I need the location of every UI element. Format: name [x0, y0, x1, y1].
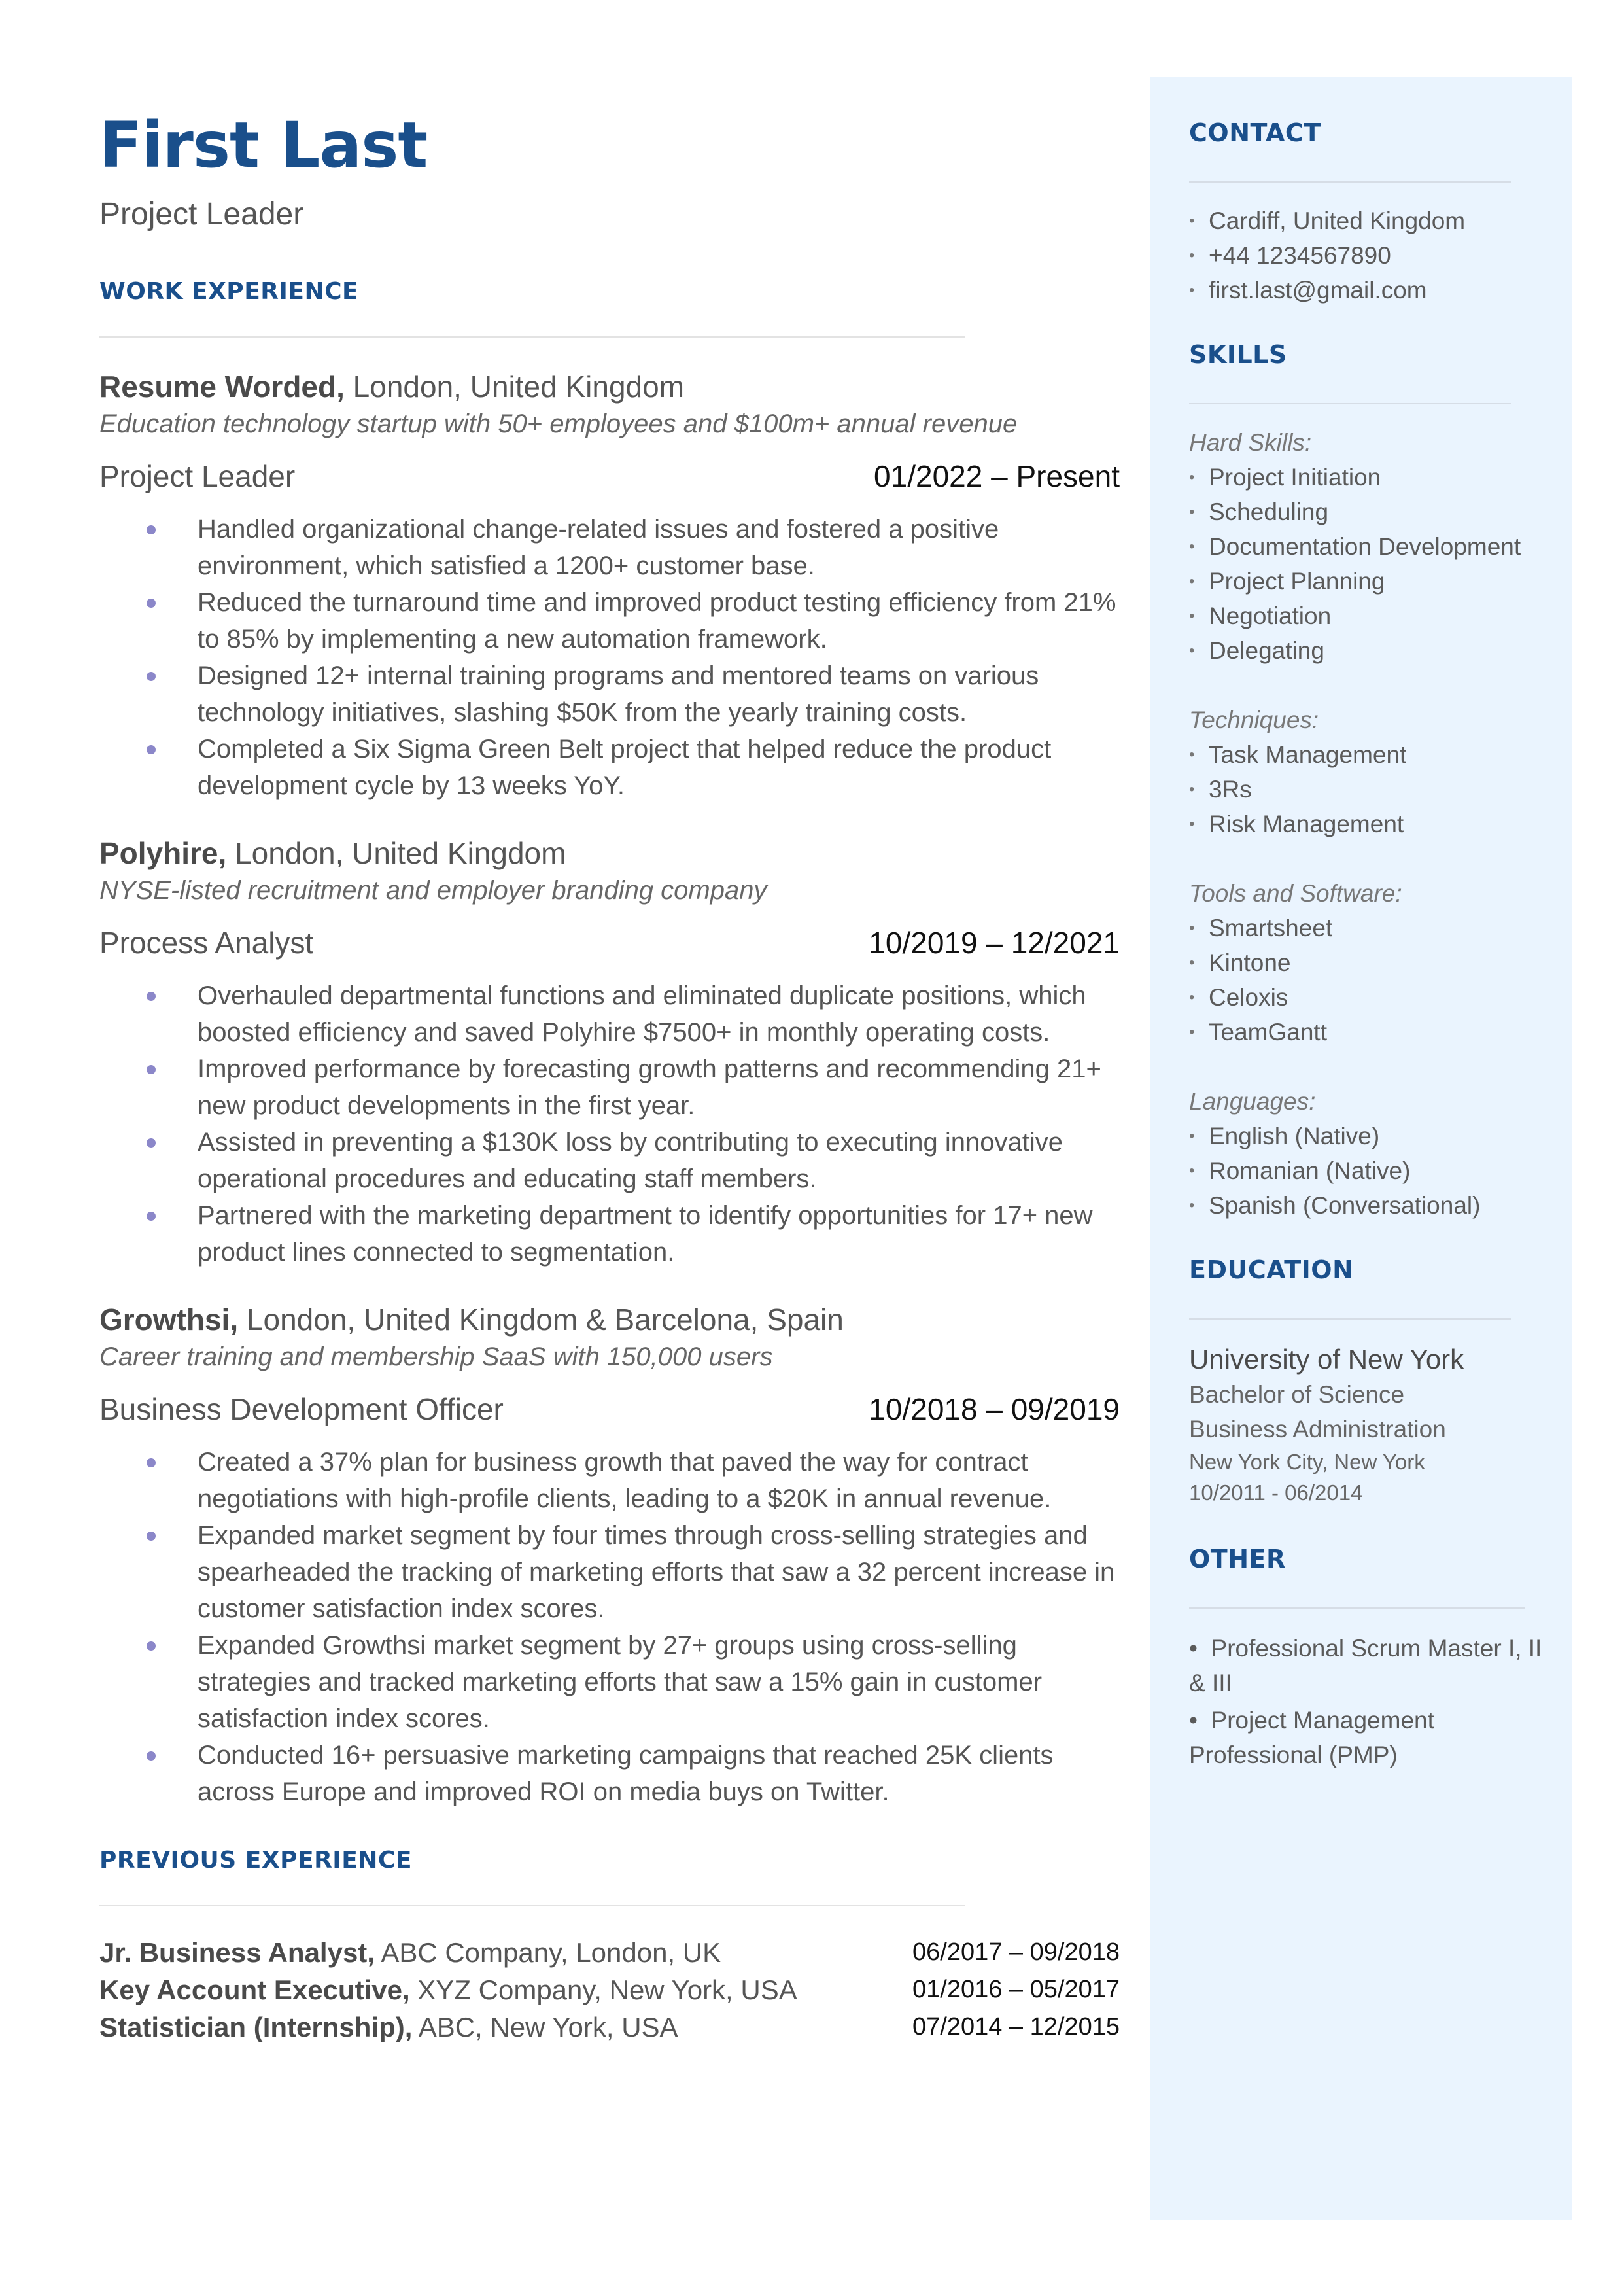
education-location: New York City, New York: [1189, 1450, 1425, 1474]
previous-experience-heading: PREVIOUS EXPERIENCE: [99, 1846, 412, 1874]
list-item: Key Account Executive, XYZ Company, New York, USA 01/2016 – 05/2017: [99, 1971, 1120, 2008]
education-degree: Bachelor of Science: [1189, 1381, 1405, 1408]
list-item: Improved performance by forecasting growth patterns and recommending 21+ new product developments in the first year.: [198, 1051, 1120, 1124]
main-column: [99, 111, 1120, 2046]
education-school: University of New York: [1189, 1344, 1464, 1375]
list-item: Reduced the turnaround time and improved product testing efficiency from 21% to 85% by implementing a new automation framework.: [198, 584, 1120, 657]
list-item: Jr. Business Analyst, ABC Company, London, UK 06/2017 – 09/2018: [99, 1934, 1120, 1971]
list-item: • 3Rs: [1189, 772, 1542, 807]
job-title: Business Development Officer: [99, 1392, 504, 1426]
job-title-row: [99, 459, 1120, 494]
list-item: Conducted 16+ persuasive marketing campaigns that reached 25K clients across Europe and improved ROI on media buys on Twitter.: [198, 1737, 1120, 1810]
job-entry: [99, 369, 1120, 804]
skill-list: [1189, 737, 1542, 841]
section-divider: [1189, 1607, 1525, 1609]
sidebar: [1150, 77, 1572, 2220]
job-description: NYSE-listed recruitment and employer branding company: [99, 875, 767, 905]
contact-heading: CONTACT: [1189, 118, 1321, 147]
section-divider: [99, 336, 965, 338]
education-entry: [1189, 1342, 1542, 1508]
job-bullets: [99, 977, 1120, 1270]
skill-list: [1189, 1119, 1542, 1223]
skill-category: Tools and Software:: [1189, 880, 1402, 907]
list-item: • Documentation Development: [1189, 529, 1542, 564]
job-dates: 06/2017 – 09/2018: [912, 1938, 1120, 1966]
list-item: • Delegating: [1189, 633, 1542, 668]
skill-category: Hard Skills:: [1189, 429, 1312, 456]
list-item: Handled organizational change-related issues and fostered a positive environment, which satisfied a 1200+ customer base.: [198, 511, 1120, 584]
skill-list: [1189, 911, 1542, 1049]
list-item: • Task Management: [1189, 737, 1542, 772]
list-item: • Scheduling: [1189, 495, 1542, 529]
section-divider: [1189, 181, 1511, 183]
job-bullets: [99, 511, 1120, 804]
candidate-name: First Last: [99, 109, 428, 182]
job-dates: 07/2014 – 12/2015: [912, 2012, 1120, 2041]
job-company: Polyhire, London, United Kingdom: [99, 835, 566, 870]
skills-heading: SKILLS: [1189, 340, 1287, 369]
job-description: Career training and membership SaaS with 150,000 users: [99, 1342, 773, 1371]
list-item: Completed a Six Sigma Green Belt project that helped reduce the product development cycle by 13 weeks YoY.: [198, 731, 1120, 804]
skill-category: Languages:: [1189, 1088, 1316, 1115]
list-item: • TeamGantt: [1189, 1015, 1542, 1049]
list-item: Statistician (Internship), ABC, New York, USA 07/2014 – 12/2015: [99, 2008, 1120, 2046]
list-item: • Smartsheet: [1189, 911, 1542, 945]
job-company: Resume Worded, London, United Kingdom: [99, 369, 685, 404]
contact-phone: • +44 1234567890: [1189, 238, 1542, 273]
education-heading: EDUCATION: [1189, 1255, 1354, 1284]
candidate-role: Project Leader: [99, 196, 304, 232]
list-item: • Project Management Professional (PMP): [1189, 1707, 1434, 1768]
list-item: • Kintone: [1189, 945, 1542, 980]
list-item: Expanded market segment by four times through cross-selling strategies and spearheaded the tracking of marketing efforts that saw a 32 percent increase in customer satisfaction index scores.: [198, 1517, 1120, 1627]
list-item: Partnered with the marketing department to identify opportunities for 17+ new product lines connected to segmentation.: [198, 1197, 1120, 1270]
contact-list: [1189, 203, 1542, 307]
previous-experience-list: [99, 1934, 1120, 2046]
job-company: Growthsi, London, United Kingdom & Barcelona, Spain: [99, 1302, 844, 1337]
job-title-row: [99, 925, 1120, 960]
job-dates: 01/2022 – Present: [874, 459, 1120, 493]
job-entry: [99, 1302, 1120, 1810]
list-item: Created a 37% plan for business growth that paved the way for contract negotiations with high-profile clients, leading to a $20K in annual revenue.: [198, 1444, 1120, 1517]
job-title: Project Leader: [99, 459, 296, 493]
list-item: • Negotiation: [1189, 599, 1542, 633]
other-heading: OTHER: [1189, 1545, 1286, 1573]
job-description: Education technology startup with 50+ employees and $100m+ annual revenue: [99, 409, 1018, 438]
list-item: • Romanian (Native): [1189, 1153, 1542, 1188]
list-item: Assisted in preventing a $130K loss by contributing to executing innovative operational procedures and educating staff members.: [198, 1124, 1120, 1197]
list-item: • Project Initiation: [1189, 460, 1542, 495]
section-divider: [99, 1905, 965, 1906]
other-list: [1189, 1631, 1542, 1772]
job-title-row: [99, 1392, 1120, 1427]
education-dates: 10/2011 - 06/2014: [1189, 1480, 1363, 1505]
list-item: Expanded Growthsi market segment by 27+ groups using cross-selling strategies and tracked marketing efforts that saw a 15% gain in customer satisfaction index scores.: [198, 1627, 1120, 1737]
skill-list: [1189, 460, 1542, 668]
contact-email: • first.last@gmail.com: [1189, 273, 1542, 307]
job-dates: 01/2016 – 05/2017: [912, 1975, 1120, 2003]
skill-category: Techniques:: [1189, 707, 1319, 733]
list-item: • Project Planning: [1189, 564, 1542, 599]
job-entry: [99, 835, 1120, 1270]
list-item: • Spanish (Conversational): [1189, 1188, 1542, 1223]
list-item: • English (Native): [1189, 1119, 1542, 1153]
job-title: Process Analyst: [99, 925, 314, 960]
job-bullets: [99, 1444, 1120, 1810]
list-item: • Celoxis: [1189, 980, 1542, 1015]
education-field: Business Administration: [1189, 1416, 1446, 1443]
section-divider: [1189, 403, 1511, 404]
list-item: • Professional Scrum Master I, II & III: [1189, 1635, 1542, 1696]
job-dates: 10/2019 – 12/2021: [869, 925, 1120, 960]
contact-location: • Cardiff, United Kingdom: [1189, 203, 1542, 238]
job-dates: 10/2018 – 09/2019: [869, 1392, 1120, 1426]
list-item: • Risk Management: [1189, 807, 1542, 841]
section-divider: [1189, 1318, 1511, 1320]
list-item: Overhauled departmental functions and eliminated duplicate positions, which boosted efficiency and saved Polyhire $7500+ in monthly operating costs.: [198, 977, 1120, 1051]
list-item: Designed 12+ internal training programs and mentored teams on various technology initiatives, slashing $50K from the yearly training costs.: [198, 657, 1120, 731]
work-experience-heading: WORK EXPERIENCE: [99, 277, 359, 305]
